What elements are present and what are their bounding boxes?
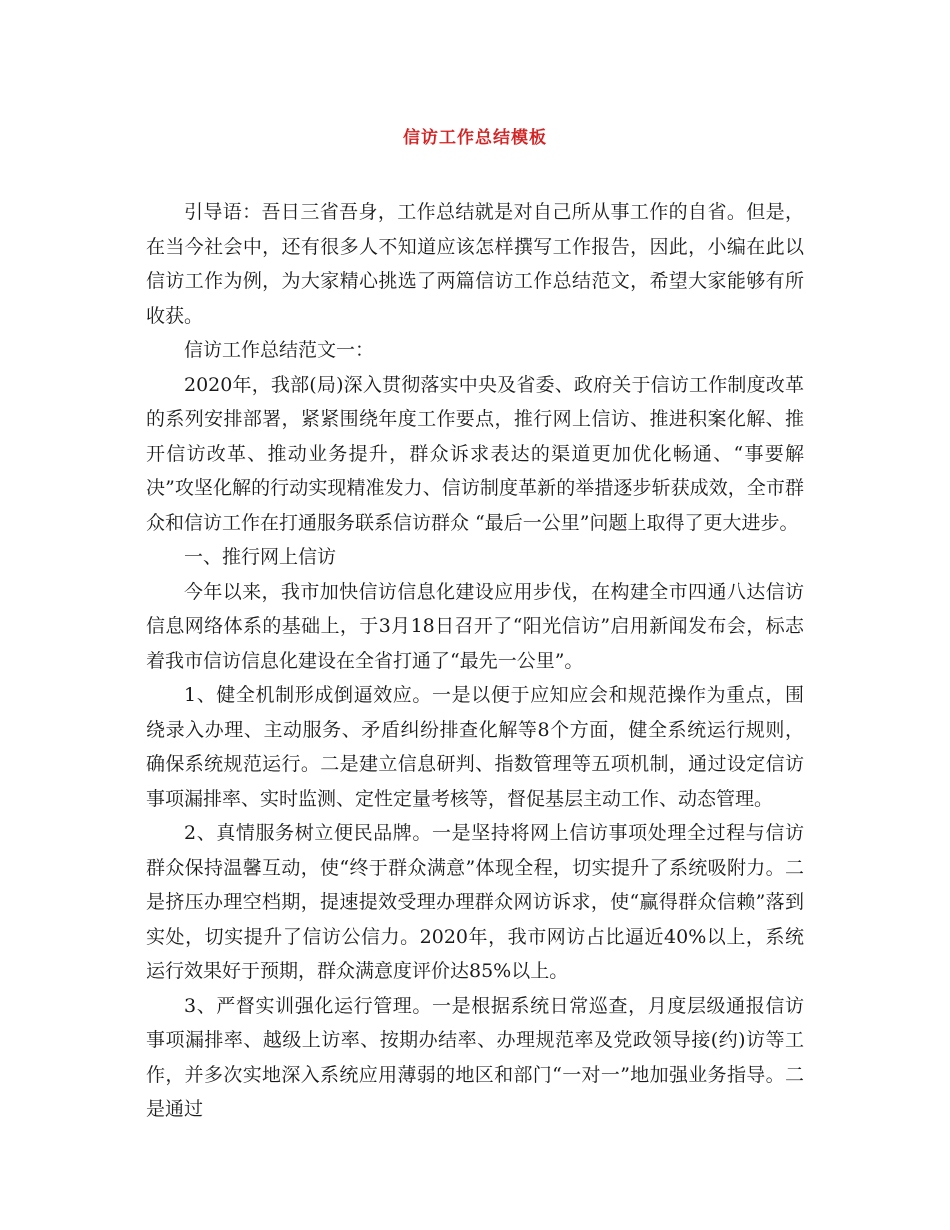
paragraph-intro: 引导语：吾日三省吾身，工作总结就是对自己所从事工作的自省。但是，在当今社会中，还有很多人不知道应该怎样撰写工作报告，因此，小编在此以信访工作为例，为大家精心挑选了两篇信访工作总结范文，希望大家能够有所收获。: [146, 201, 804, 327]
paragraph-sample-heading: 信访工作总结范文一：: [184, 339, 375, 361]
paragraph-item-1: 1、健全机制形成倒逼效应。一是以便于应知应会和规范操作为重点，围绕录入办理、主动服务、矛盾纠纷排查化解等8个方面，健全系统运行规则，确保系统规范运行。二是建立信息研判、指数管理等五项机制，通过设定信访事项漏排率、实时监测、定性定量考核等，督促基层主动工作、动态管理。: [146, 684, 804, 810]
paragraph-item-2: 2、真情服务树立便民品牌。一是坚持将网上信访事项处理全过程与信访群众保持温馨互动，使“终于群众满意”体现全程，切实提升了系统吸附力。二是挤压办理空档期，提速提效受理办理群众网访诉求，使“赢得群众信赖”落到实处，切实提升了信访公信力。2020年，我市网访占比逼近40%以上，系统运行效果好于预期，群众满意度评价达85%以上。: [146, 822, 804, 982]
document-body: [146, 195, 804, 1127]
document-title: 信访工作总结模板: [403, 128, 547, 148]
paragraph-section-intro: 今年以来，我市加快信访信息化建设应用步伐，在构建全市四通八达信访信息网络体系的基础上，于3月18日召开了“阳光信访”启用新闻发布会，标志着我市信访信息化建设在全省打通了“最先一公里”。: [146, 580, 804, 672]
paragraph-section-heading: 一、推行网上信访: [184, 546, 337, 568]
paragraph-overview: 2020年，我部(局)深入贯彻落实中央及省委、政府关于信访工作制度改革的系列安排部署，紧紧围绕年度工作要点，推行网上信访、推进积案化解、推开信访改革、推动业务提升，群众诉求表达的渠道更加优化畅通、“事要解决”攻坚化解的行动实现精准发力、信访制度革新的举措逐步斩获成效，全市群众和信访工作在打通服务联系信访群众 “最后一公里”问题上取得了更大进步。: [146, 373, 804, 534]
paragraph-item-3: 3、严督实训强化运行管理。一是根据系统日常巡查，月度层级通报信访事项漏排率、越级上访率、按期办结率、办理规范率及党政领导接(约)访等工作，并多次实地深入系统应用薄弱的地区和部门“一对一”地加强业务指导。二是通过: [146, 994, 804, 1120]
document-page: [146, 0, 804, 1127]
